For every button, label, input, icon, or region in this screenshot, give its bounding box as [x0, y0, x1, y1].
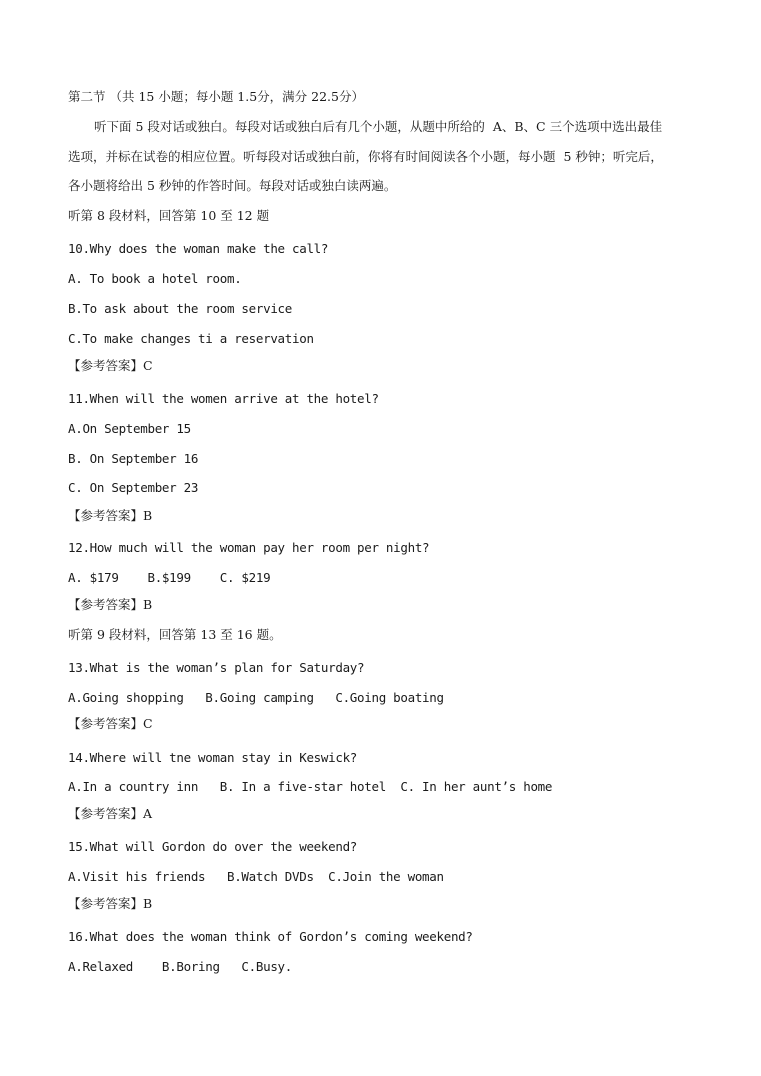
q10-option-b: B.To ask about the room service: [68, 301, 292, 316]
q10-question: 10.Why does the woman make the call?: [68, 241, 329, 256]
q16-question: 16.What does the woman think of Gordon’s coming weekend?: [68, 929, 473, 944]
instructions-line-2: 选项，并标在试卷的相应位置。听每段对话或独白前，你将有时间阅读各个小题，每小题 5 秒钟；听完后，: [68, 149, 663, 164]
q11-option-a: A.On September 15: [68, 421, 191, 436]
q13-answer: 【参考答案】C: [68, 716, 153, 731]
instructions-line-3: 各小题将给出 5 秒钟的作答时间。每段对话或独白读两遍。: [68, 178, 397, 193]
q11-answer: 【参考答案】B: [68, 508, 153, 523]
q12-question: 12.How much will the woman pay her room per night?: [68, 540, 430, 555]
q14-question: 14.Where will tne woman stay in Keswick?: [68, 750, 358, 765]
q10-option-c: C.To make changes ti a reservation: [68, 331, 314, 346]
q11-question: 11.When will the women arrive at the hotel?: [68, 391, 379, 406]
q10-answer: 【参考答案】C: [68, 358, 153, 373]
section-header: 第二节 （共 15 小题；每小题 1.5分，满分 22.5分）: [68, 89, 364, 104]
q11-option-b: B. On September 16: [68, 451, 199, 466]
q15-options: A.Visit his friends B.Watch DVDs C.Join the woman: [68, 869, 444, 884]
instructions-line-1: 听下面 5 段对话或独白。每段对话或独白后有几个小题，从题中所给的 A、B、C 三个选项中选出最佳: [94, 119, 663, 134]
q11-option-c: C. On September 23: [68, 480, 199, 495]
part9-heading: 听第 9 段材料，回答第 13 至 16 题。: [68, 627, 282, 642]
q16-options: A.Relaxed B.Boring C.Busy.: [68, 959, 292, 974]
q12-answer: 【参考答案】B: [68, 597, 153, 612]
q13-options: A.Going shopping B.Going camping C.Going boating: [68, 690, 444, 705]
q15-answer: 【参考答案】B: [68, 896, 153, 911]
q12-options: A. $179 B.$199 C. $219: [68, 570, 271, 585]
q13-question: 13.What is the woman’s plan for Saturday?: [68, 660, 365, 675]
part8-heading: 听第 8 段材料，回答第 10 至 12 题: [68, 208, 270, 223]
q15-question: 15.What will Gordon do over the weekend?: [68, 839, 358, 854]
q14-answer: 【参考答案】A: [68, 806, 153, 821]
q10-option-a: A. To book a hotel room.: [68, 271, 242, 286]
q14-options: A.In a country inn B. In a five-star hotel C. In her aunt’s home: [68, 779, 553, 794]
